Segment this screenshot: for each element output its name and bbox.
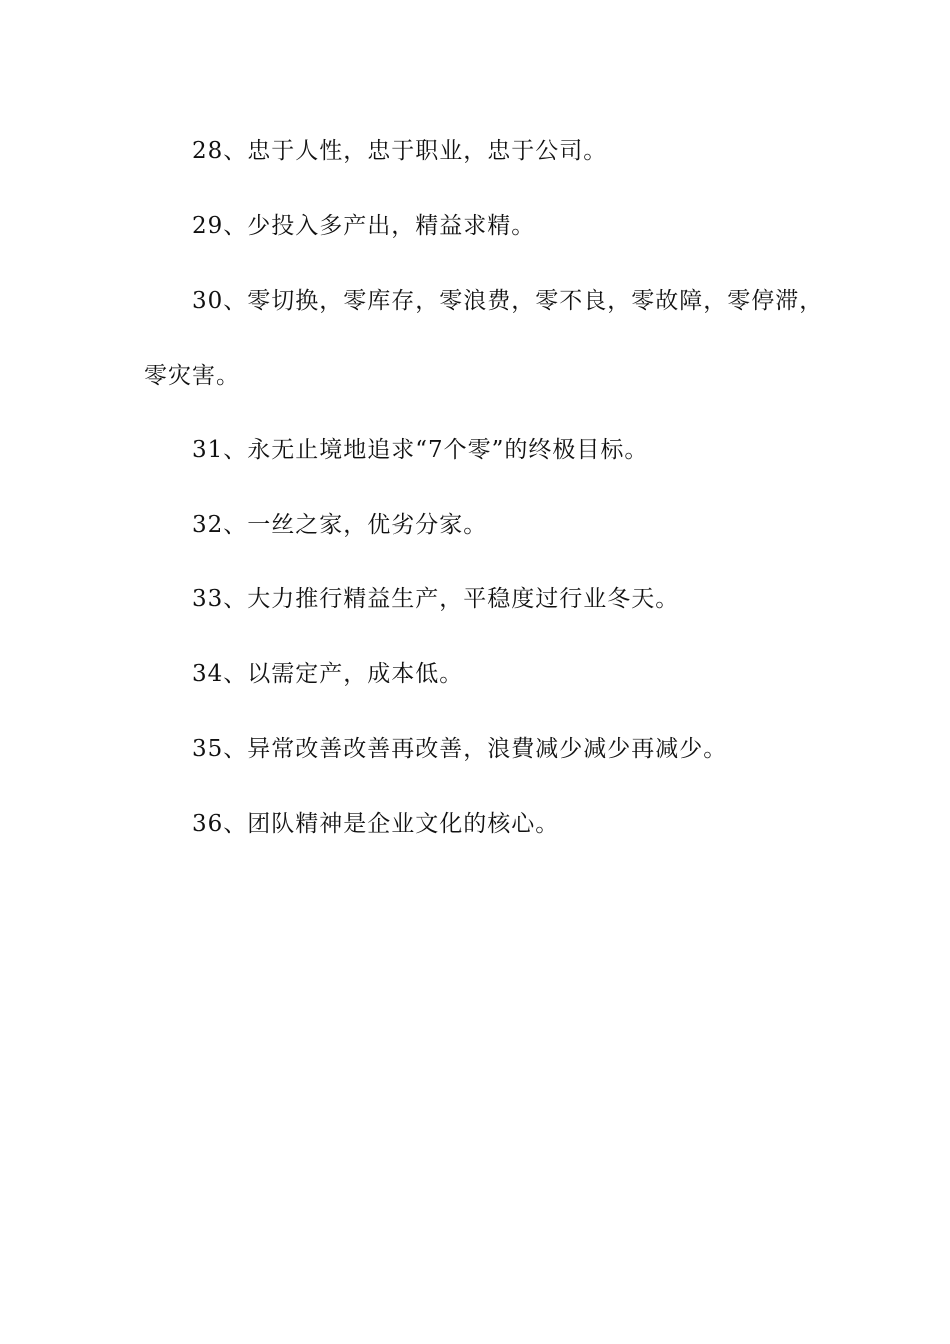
item-36: 36、团队精神是企业文化的核心。 bbox=[192, 811, 560, 837]
item-34: 34、以需定产，成本低。 bbox=[192, 661, 464, 687]
item-33: 33、大力推行精益生产，平稳度过行业冬天。 bbox=[192, 586, 680, 612]
item-31: 31、永无止境地追求“7个零”的终极目标。 bbox=[192, 437, 649, 463]
item-30: 30、零切换，零库存，零浪费，零不良，零故障，零停滞， bbox=[192, 288, 824, 314]
item-35: 35、异常改善改善再改善，浪費减少减少再减少。 bbox=[192, 736, 728, 762]
item-32: 32、一丝之家，优劣分家。 bbox=[192, 512, 488, 538]
item-28: 28、忠于人性，忠于职业，忠于公司。 bbox=[192, 138, 608, 164]
item-29: 29、少投入多产出，精益求精。 bbox=[192, 213, 536, 239]
item-30-continuation: 零灾害。 bbox=[144, 363, 240, 389]
